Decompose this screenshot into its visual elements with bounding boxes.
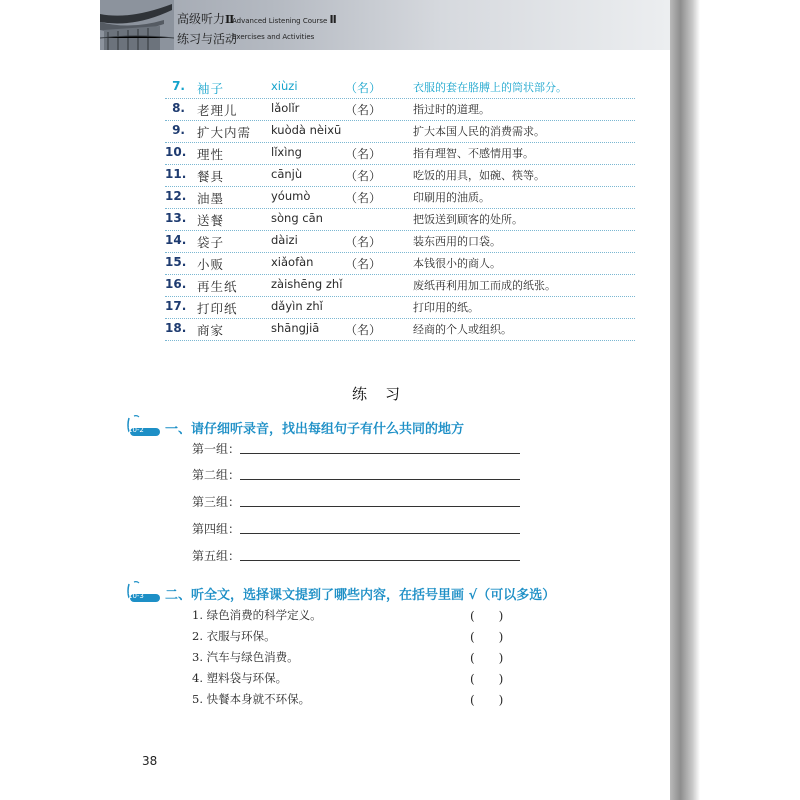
section-title: 练习 — [351, 385, 418, 403]
vocab-part-of-speech: （名） — [345, 147, 382, 161]
vocab-part-of-speech: （名） — [345, 323, 382, 337]
vocab-definition: 经商的个人或组织。 — [413, 323, 512, 336]
vocab-number: 7. — [172, 79, 185, 93]
audio-track-icon — [125, 412, 165, 438]
vocab-row — [165, 208, 635, 231]
vocab-row — [165, 120, 635, 143]
group-answer-line — [192, 466, 240, 483]
vocab-number: 12. — [165, 189, 187, 203]
series-title-cn: 高级听力Ⅱ — [177, 12, 235, 26]
group-answer-line — [192, 493, 240, 510]
vocab-word: 袖子 — [197, 81, 225, 96]
choice-text: 4. 塑料袋与环保。 — [192, 671, 288, 685]
vocab-definition: 废纸再利用加工而成的纸张。 — [413, 279, 556, 292]
choice-item — [192, 691, 504, 707]
group-answer-line — [192, 440, 240, 457]
group-label: 第五组： — [192, 549, 241, 563]
vocab-part-of-speech: （名） — [345, 103, 382, 117]
vocab-word: 油墨 — [197, 191, 225, 206]
vocab-pinyin: yóumò — [271, 189, 311, 203]
group-answer-line — [192, 520, 240, 537]
series-volume: Ⅱ — [225, 13, 235, 26]
vocab-word: 老理儿 — [197, 103, 238, 118]
audio-track-number: 10-2 — [128, 426, 144, 434]
group-answer-line — [192, 547, 240, 564]
vocab-definition: 衣服的套在胳膊上的筒状部分。 — [413, 81, 567, 94]
page-number: 38 — [142, 754, 158, 768]
vocab-row — [165, 142, 635, 165]
answer-bracket[interactable]: ( ) — [470, 651, 504, 665]
vocab-word: 打印纸 — [197, 301, 238, 316]
pavilion-roof-icon — [100, 0, 174, 50]
choice-item — [192, 628, 504, 644]
series-volume-en: Ⅱ — [329, 13, 337, 26]
vocab-word: 送餐 — [197, 213, 225, 228]
vocab-definition: 印刷用的油质。 — [413, 191, 490, 204]
group-label: 第一组： — [192, 442, 241, 456]
vocab-pinyin: xiǎofàn — [271, 255, 314, 269]
vocab-number: 10. — [165, 145, 187, 159]
group-label: 第三组： — [192, 495, 241, 509]
answer-bracket[interactable]: ( ) — [470, 609, 504, 623]
audio-track-icon — [125, 578, 165, 604]
answer-bracket[interactable]: ( ) — [470, 672, 504, 686]
vocab-definition: 本钱很小的商人。 — [413, 257, 501, 270]
answer-underline — [240, 533, 520, 534]
vocab-pinyin: xiùzi — [271, 79, 298, 93]
exercise-1-heading: 一、请仔细听录音，找出每组句子有什么共同的地方 — [165, 422, 465, 437]
choice-text: 1. 绿色消费的科学定义。 — [192, 608, 322, 622]
vocab-word: 小贩 — [197, 257, 225, 272]
vocab-pinyin: dǎyìn zhǐ — [271, 299, 323, 313]
choice-item — [192, 670, 504, 686]
vocab-number: 18. — [165, 321, 187, 335]
vocab-definition: 打印用的纸。 — [413, 301, 479, 314]
choice-text: 5. 快餐本身就不环保。 — [192, 692, 311, 706]
vocab-pinyin: shāngjiā — [271, 321, 320, 335]
group-label: 第四组： — [192, 522, 241, 536]
vocab-row — [165, 164, 635, 187]
vocab-definition: 吃饭的用具，如碗、筷等。 — [413, 169, 545, 182]
vocab-number: 8. — [172, 101, 185, 115]
vocab-row — [165, 186, 635, 209]
vocab-pinyin: sòng cān — [271, 211, 323, 225]
vocab-number: 17. — [165, 299, 187, 313]
vocab-word: 餐具 — [197, 169, 225, 184]
vocab-pinyin: zàishēng zhǐ — [271, 277, 343, 291]
vocab-definition: 扩大本国人民的消费需求。 — [413, 125, 545, 138]
choice-item — [192, 649, 504, 665]
vocab-number: 9. — [172, 123, 185, 137]
vocab-word: 再生纸 — [197, 279, 238, 294]
answer-underline — [240, 453, 520, 454]
vocab-part-of-speech: （名） — [345, 169, 382, 183]
vocab-pinyin: kuòdà nèixū — [271, 123, 342, 137]
vocab-number: 15. — [165, 255, 187, 269]
vocab-definition: 把饭送到顾客的处所。 — [413, 213, 523, 226]
exercise-2-heading: 二、听全文，选择课文提到了哪些内容，在括号里画 √（可以多选） — [165, 588, 556, 603]
vocab-number: 14. — [165, 233, 187, 247]
vocab-row — [165, 230, 635, 253]
page-edge-shadow — [670, 0, 700, 800]
vocab-pinyin: lǐxìng — [271, 145, 302, 159]
page-header — [100, 0, 670, 50]
choice-item — [192, 607, 504, 623]
subtitle-cn: 练习与活动 — [177, 32, 238, 46]
vocab-word: 扩大内需 — [197, 125, 252, 140]
vocab-row — [165, 76, 635, 99]
vocab-definition: 指过时的道理。 — [413, 103, 490, 116]
answer-underline — [240, 479, 520, 480]
vocab-word: 理性 — [197, 147, 225, 162]
answer-underline — [240, 506, 520, 507]
answer-underline — [240, 560, 520, 561]
choice-text: 3. 汽车与绿色消费。 — [192, 650, 299, 664]
choice-text: 2. 衣服与环保。 — [192, 629, 276, 643]
vocab-row — [165, 98, 635, 121]
vocab-row — [165, 296, 635, 319]
vocab-row — [165, 318, 635, 341]
vocab-definition: 指有理智、不感情用事。 — [413, 147, 534, 160]
vocab-number: 16. — [165, 277, 187, 291]
book-page — [100, 0, 670, 800]
vocab-pinyin: lǎolǐr — [271, 101, 300, 115]
series-title-en: Advanced Listening Course Ⅱ — [232, 13, 337, 26]
vocab-number: 11. — [165, 167, 187, 181]
vocab-pinyin: dàizi — [271, 233, 298, 247]
audio-track-number: 10-3 — [128, 592, 144, 600]
vocab-number: 13. — [165, 211, 187, 225]
vocab-part-of-speech: （名） — [345, 235, 382, 249]
vocab-part-of-speech: （名） — [345, 191, 382, 205]
subtitle-en: Exercises and Activities — [232, 33, 315, 41]
answer-bracket[interactable]: ( ) — [470, 630, 504, 644]
vocab-row — [165, 274, 635, 297]
group-label: 第二组： — [192, 468, 241, 482]
vocab-part-of-speech: （名） — [345, 81, 382, 95]
answer-bracket[interactable]: ( ) — [470, 693, 504, 707]
vocab-word: 袋子 — [197, 235, 225, 250]
vocab-part-of-speech: （名） — [345, 257, 382, 271]
vocab-word: 商家 — [197, 323, 225, 338]
vocab-row — [165, 252, 635, 275]
vocab-pinyin: cānjù — [271, 167, 303, 181]
vocab-definition: 装东西用的口袋。 — [413, 235, 501, 248]
